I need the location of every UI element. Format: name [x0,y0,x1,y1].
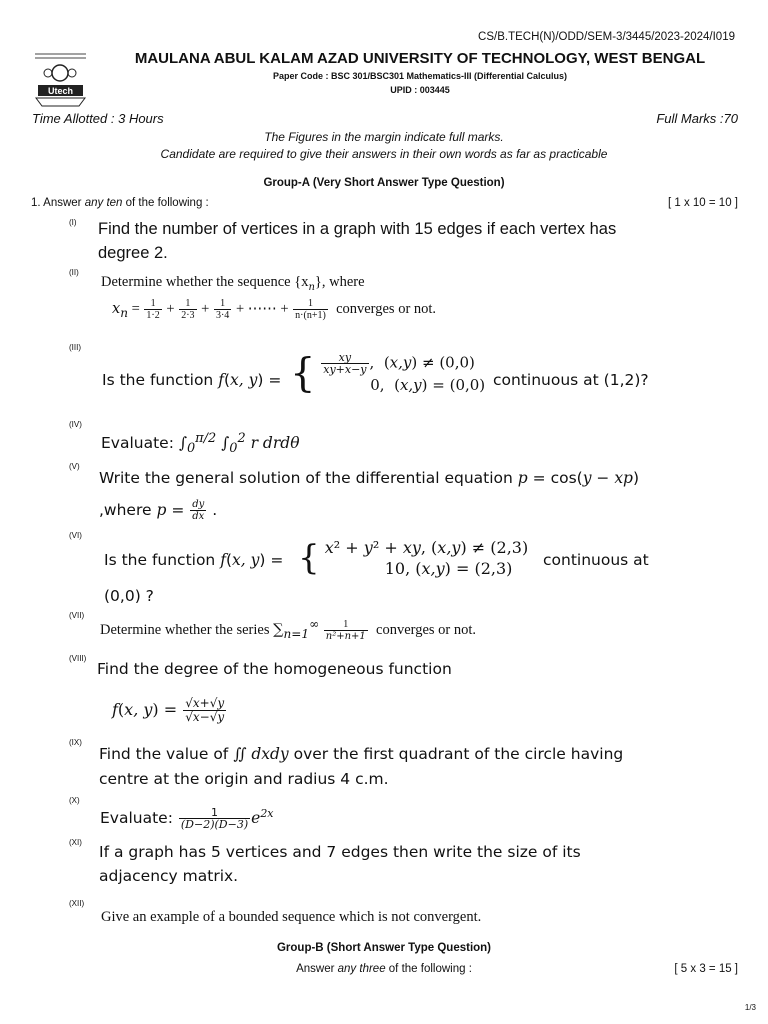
group-b-title: Group-B (Short Answer Type Question) [276,942,492,954]
instruction-line-2: Candidate are required to give their answers in their own words as far as practicable [160,147,608,161]
question-number: (I) [69,218,77,227]
logo-text: Utech [48,86,74,96]
q6-text: Is the function [104,551,216,569]
question-number: (XII) [69,899,85,908]
upid: UPID : 003445 [390,85,450,95]
group-a-instruction [31,197,209,209]
question-9-line-2: centre at the origin and radius 4 c.m. [99,770,389,788]
page-number: 1/3 [744,1003,756,1012]
q10-text: Evaluate: [100,809,173,828]
question-8: Find the degree of the homogeneous function [97,660,452,678]
q9-text-2: over the first quadrant of the circle having [293,745,624,763]
question-1: Find the number of vertices in a graph with 15 edges if each vertex has degree 2. [98,220,617,262]
q5-text-2: ,where [99,501,152,519]
question-number: (VI) [69,531,82,540]
question-6-piecewise: { x² + y² + xy, (x,y) ≠ (2,3) 10, (x,y) = (2,3) [298,538,529,578]
university-logo [33,51,88,109]
answer-suffix: of the following : [385,963,472,975]
full-marks: Full Marks :70 [656,111,738,126]
question-number: (IV) [69,420,82,429]
q4-text: Evaluate: [101,434,174,453]
question-number: (II) [69,268,79,277]
question-7: Determine whether the series $\sum_{n=1}^\infty$ $\frac{1}{\text{n²+n+1}}$ converges or not. [100,617,477,642]
question-3: Is the function f(x, y) = [102,371,282,389]
answer-emphasis: any three [337,963,386,975]
question-6-tail: continuous at [543,551,649,569]
question-2-formula: $x_n$ = $\frac{1}{1\cdot 2}$ + $\frac{1}{2\cdot 3}$ + $\frac{1}{3\cdot 4}$ + ⋯⋯ + $\frac{1}{n\cdot(n+1)}$ converges or not. [112,298,437,321]
q3-text: Is the function [102,371,214,389]
q2-text-2: }, where [314,274,365,290]
question-number: (VII) [69,611,85,620]
question-9: Find the value of ∬ dxdy over the first quadrant of the circle having [99,745,624,763]
question-11: If a graph has 5 vertices and 7 edges then write the size of its adjacency matrix. [99,843,581,885]
question-number: (XI) [69,838,82,847]
q7-text: Determine whether the series [100,621,270,638]
question-5: Write the general solution of the differential equation p = cos(y − xp) [99,469,640,487]
group-a-title: Group-A (Very Short Answer Type Question) [263,177,505,189]
question-8-formula: f(x, y) = $\frac{√x+√y}{√x-√y}$ [112,696,225,724]
instruction-line-1: The Figures in the margin indicate full marks. [264,130,504,144]
question-5-line-2: ,where p = $\frac{dy}{dx}$ . [99,499,218,522]
question-2: Determine whether the sequence $\{x_n\}$, where [101,274,365,293]
question-10: Evaluate: $\frac{1}{(D-2)(D-3)}$ $e^{2x}$ [100,806,274,832]
question-number: (III) [69,343,81,352]
question-number: (IX) [69,738,82,747]
question-6: Is the function f(x, y) = [104,551,284,569]
answer-prefix: 1. Answer [31,197,85,209]
question-number: (VIII) [69,654,87,663]
group-b-instruction [0,963,768,975]
group-b-marks: [ 5 x 3 = 15 ] [674,963,738,975]
paper-code: Paper Code : BSC 301/BSC301 Mathematics-III (Differential Calculus) [272,71,568,81]
q2-text-3: converges or not. [336,300,437,317]
q9-text: Find the value of [99,745,229,763]
group-a-marks: [ 1 x 10 = 10 ] [667,197,738,209]
answer-suffix: of the following : [122,197,209,209]
university-name: MAULANA ABUL KALAM AZAD UNIVERSITY OF TECHNOLOGY, WEST BENGAL [134,50,706,67]
answer-emphasis: any ten [84,197,123,209]
question-number: (V) [69,462,80,471]
question-3-piecewise: { $\frac{xy}{xy+x-y}$ , (x,y) ≠ (0,0) 0, (x,y) = (0,0) [290,350,486,397]
question-12: Give an example of a bounded sequence which is not convergent. [101,909,482,925]
question-6-line-2: (0,0) ? [104,587,154,605]
question-number: (X) [69,796,80,805]
question-4: Evaluate: $\int_0^{\pi/2}$ $\int_0^2$ r drdθ [101,431,300,457]
q5-text: Write the general solution of the differential equation [99,469,513,487]
paper-code-header: CS/B.TECH(N)/ODD/SEM-3/3445/2023-2024/I019 [478,31,735,43]
answer-prefix: Answer [296,963,338,975]
time-allotted: Time Allotted : 3 Hours [32,111,164,126]
q2-text: Determine whether the sequence {x [101,274,309,290]
q7-text-2: converges or not. [376,621,477,638]
question-3-tail: continuous at (1,2)? [493,371,649,389]
